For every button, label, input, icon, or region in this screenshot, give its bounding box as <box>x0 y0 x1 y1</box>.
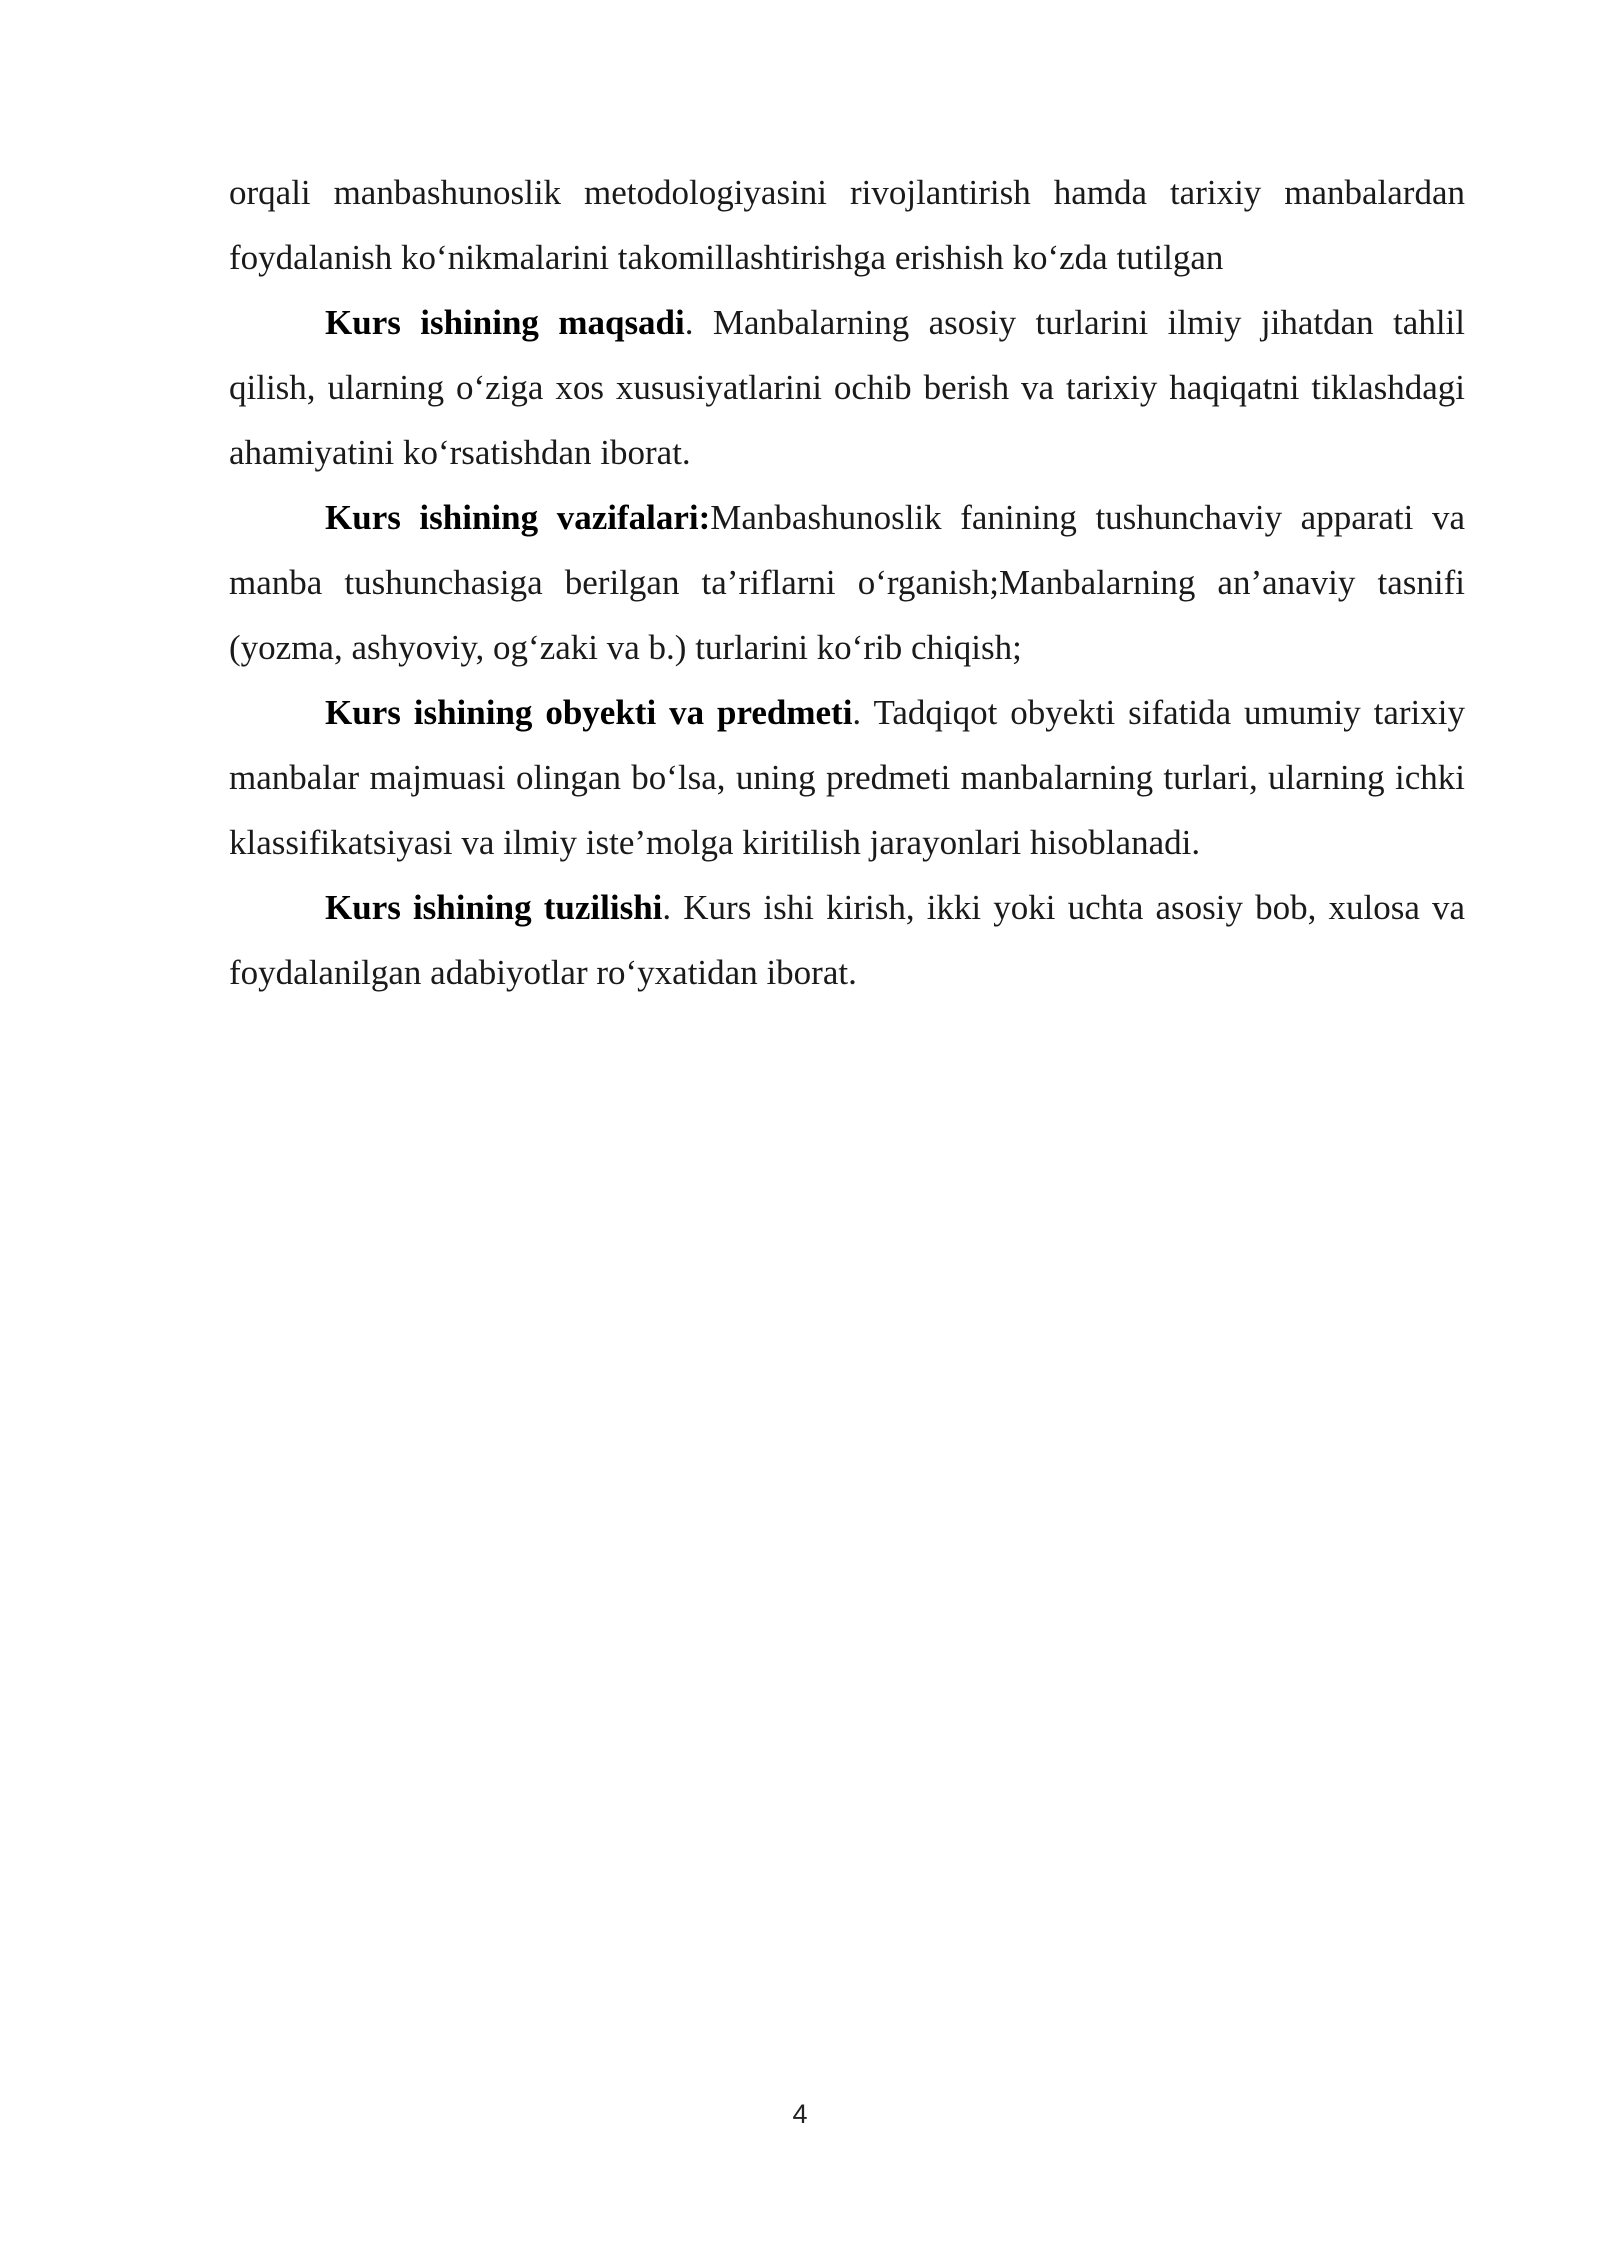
paragraph-object-subject <box>229 680 1465 875</box>
paragraph-text: . Manbalarning asosiy turlarini ilmiy jihatdan tahlil qilish, ularning o‘ziga xos xususiyatlarini ochib berish va tarixiy haqiqatni tiklashdagi ahamiyatini ko‘rsatishdan iborat. <box>229 303 1465 472</box>
page-number: 4 <box>792 2099 808 2129</box>
paragraph-text: . Kurs ishi kirish, ikki yoki uchta asosiy bob, xulosa va foydalanilgan adabiyotlar ro‘yxatidan iborat. <box>229 888 1466 992</box>
paragraph-continuation <box>229 160 1465 290</box>
paragraph-heading: Kurs ishining tuzilishi <box>325 888 663 927</box>
paragraph-tasks <box>229 485 1465 680</box>
paragraph-heading: Kurs ishining vazifalari: <box>325 498 711 537</box>
paragraph-structure <box>229 875 1465 1005</box>
paragraph-heading: Kurs ishining obyekti va predmeti <box>325 693 853 732</box>
paragraph-text: Manbashunoslik fanining tushunchaviy apparati va manba tushunchasiga berilgan ta’riflarni o‘rganish;Manbalarning an’anaviy tasnifi (yozma, ashyoviy, og‘zaki va b.) turlarini ko‘rib chiqish; <box>229 498 1465 667</box>
paragraph-text: . Tadqiqot obyekti sifatida umumiy tarixiy manbalar majmuasi olingan bo‘lsa, uning predmeti manbalarning turlari, ularning ichki klassifikatsiyasi va ilmiy iste’molga kiritilish jarayonlari hisoblanadi. <box>229 693 1465 862</box>
paragraph-goal <box>229 290 1465 485</box>
paragraph-heading: Kurs ishining maqsadi <box>325 303 685 342</box>
paragraph-text: orqali manbashunoslik metodologiyasini rivojlantirish hamda tarixiy manbalardan foydalanish ko‘nikmalarini takomillashtirishga erishish ko‘zda tutilgan <box>229 173 1465 277</box>
document-body <box>229 160 1465 1005</box>
